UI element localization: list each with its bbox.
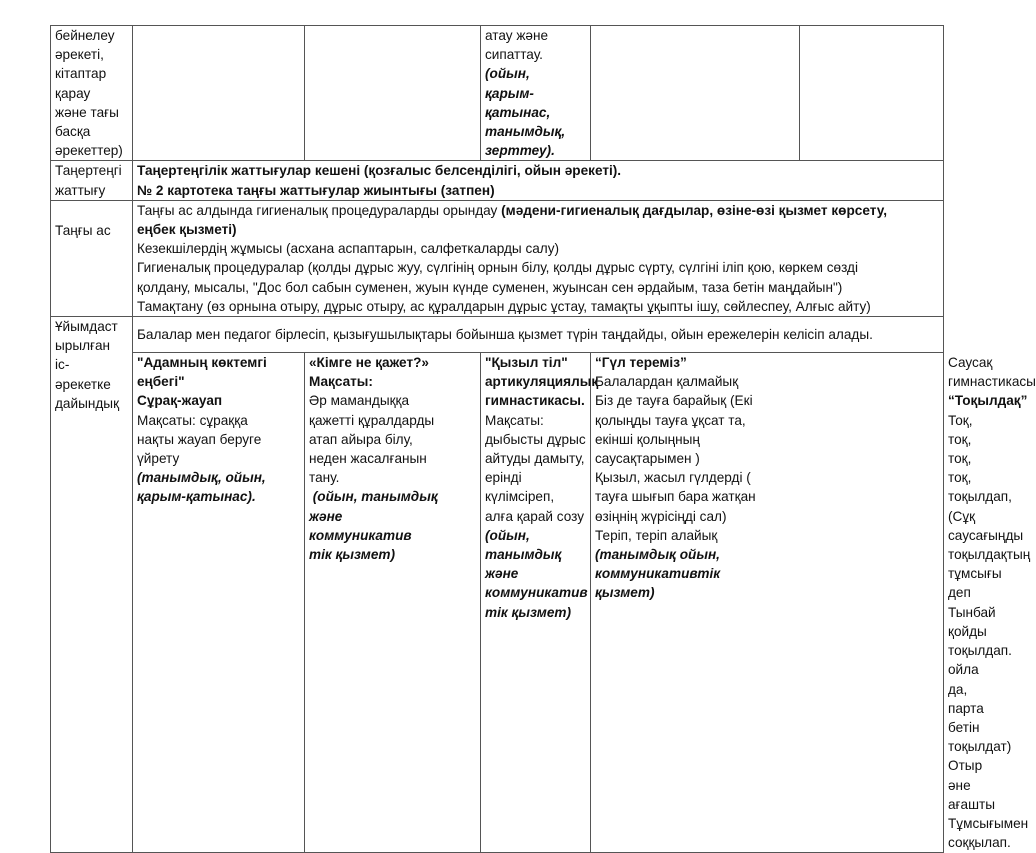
organized-activity-intro: Балалар мен педагог бірлесіп, қызығушылықтары бойынша қызмет түрін таңдайды, ойын ережелерін келісіп алады. (133, 317, 944, 353)
activity-cell-2: «Кімге не қажет?» Мақсаты: Әр мамандыққа қажетті құралдарды атап айыра білу, неден жасалғанын тану. (ойын, танымдық және коммуникатив тік қызмет) (305, 353, 481, 853)
row1-activity-cell: атау және сипаттау. (ойын, қарым- қатынас, танымдық, зерттеу). (481, 26, 591, 161)
table-row (51, 26, 944, 161)
morning-exercise-label: Таңертеңгі жаттығу (51, 161, 133, 200)
activity-cell-3: "Қызыл тіл" артикуляциялық гимнастикасы. Мақсаты: дыбысты дұрыс айтуды дамыту, ерінді күлімсіреп, алға қарай созу (ойын, танымдық және коммуникатив тік қызмет) (481, 353, 591, 853)
breakfast-label: Таңғы ас (51, 200, 133, 316)
row1-empty-cell (591, 26, 800, 161)
row1-empty-cell (305, 26, 481, 161)
morning-exercise-content: Таңертеңгілік жаттығулар кешені (қозғалыс белсенділігі, ойын әрекеті). № 2 картотека таңғы жаттығулар жиынтығы (затпен) (133, 161, 944, 200)
organized-activity-label: Ұйымдаст ырылған іс- әрекетке дайындық (51, 317, 133, 853)
row1-label-cell: бейнелеу әрекеті, кітаптар қарау және тағы басқа әрекеттер) (51, 26, 133, 161)
table-row (51, 200, 944, 316)
row1-empty-cell (800, 26, 944, 161)
breakfast-content: Таңғы ас алдында гигиеналық процедураларды орындау (мәдени-гигиеналық дағдылар, өзіне-өзі қызмет көрсету, еңбек қызметі) Кезекшілердің жұмысы (асхана аспаптарын, салфеткаларды салу) Гигиеналық процедуралар (қолды дұрыс жуу, сүлгінің орнын білу, қолды дұрыс сүрту, сүлгіні іліп қою, көркем сөзді қолдану, мысалы, "Дос бол сабын суменен, жуын күнде суменен, жуынсан сен әрдайым, таза бетін маңдайын") Тамақтану (өз орнына отыру, дұрыс отыру, ас құралдарын дұрыс ұстау, тамақты ұқыпты ішу, сөйлеспеу, Алғыс айту) (133, 200, 944, 316)
table-row: "Адамның көктемгі еңбегі" Сұрақ-жауап Мақсаты: сұраққа нақты жауап беруге үйрету (танымдық, ойын, қарым-қатынас). «Кімге не қажет?» Мақсаты: Әр мамандыққа қажетті құралдарды атап айыра білу, неден жасалғанын тану. (ойын, танымдық және коммуникатив тік қызмет) "Қызыл тіл" артикуляциялық гимнастикасы. Мақсаты: дыбысты дұрыс айтуды дамыту, ерінді күлімсіреп, алға қарай созу (ойын, танымдық және коммуникатив тік қызмет) “Гүл тереміз” Балалардан қалмайық Біз де тауға барайық (Екі қолыңды тауға ұқсат та, екінші қолыңның саусақтарымен ) Қызыл, жасыл гүлдерді ( тауға шығып бара жатқан өзіңнің жүрісіңді сал) Теріп, теріп алайық (танымдық ойын, коммуникативтік қызмет) Саусақ гимнастикасы “Тоқылдақ” Тоқ, тоқ, тоқ, тоқ, тоқылдап, (Сұқ саусағыңды тоқылдақтың тұмсығы деп Тынбай қойды тоқылдап. ойла да, парта бетін тоқылдат) Отыр әне ағашты Тұмсығымен соққылап. (51, 353, 944, 853)
schedule-table (50, 25, 1036, 853)
table-row (51, 161, 944, 200)
activity-cell-1: "Адамның көктемгі еңбегі" Сұрақ-жауап Мақсаты: сұраққа нақты жауап беруге үйрету (танымдық, ойын, қарым-қатынас). (133, 353, 305, 853)
table-row (51, 317, 944, 353)
row1-empty-cell (133, 26, 305, 161)
activity-cell-4: “Гүл тереміз” Балалардан қалмайық Біз де тауға барайық (Екі қолыңды тауға ұқсат та, екінші қолыңның саусақтарымен ) Қызыл, жасыл гүлдерді ( тауға шығып бара жатқан өзіңнің жүрісіңді сал) Теріп, теріп алайық (танымдық ойын, коммуникативтік қызмет) (591, 353, 944, 853)
